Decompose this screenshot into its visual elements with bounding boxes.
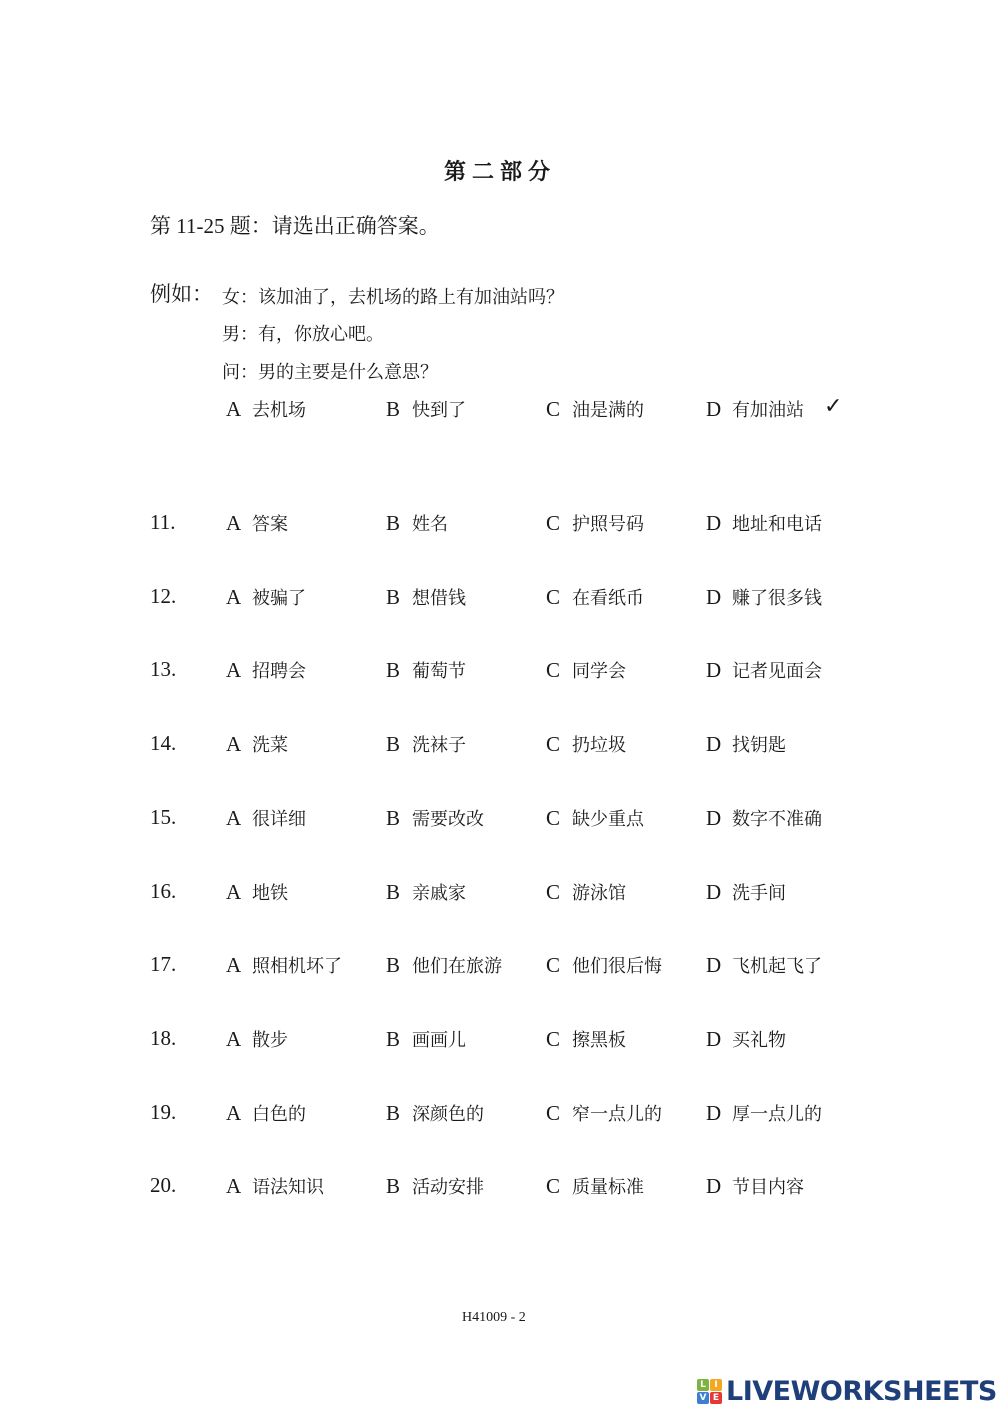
option-text: 需要改改 <box>412 808 484 829</box>
option-text: 厚一点儿的 <box>732 1103 822 1124</box>
answer-option-a[interactable] <box>226 1173 324 1199</box>
option-letter: D <box>706 1026 722 1051</box>
question-number: 11. <box>150 510 176 534</box>
option-text: 油是满的 <box>572 400 644 420</box>
option-text: 有加油站 <box>732 400 804 420</box>
answer-option-c[interactable] <box>546 510 644 536</box>
answer-option-d[interactable] <box>706 1100 822 1126</box>
option-text: 画画儿 <box>412 1029 466 1050</box>
logo-block-v: V <box>697 1392 709 1404</box>
option-letter: D <box>706 879 722 904</box>
option-text: 亲戚家 <box>412 882 466 903</box>
answer-option-c[interactable] <box>546 1026 626 1052</box>
logo-block-l: L <box>697 1379 709 1391</box>
option-letter: A <box>226 732 242 757</box>
option-letter: B <box>386 732 401 757</box>
option-text: 游泳馆 <box>572 882 626 903</box>
answer-option-a[interactable] <box>226 657 306 683</box>
option-letter: B <box>386 1174 401 1199</box>
question-number: 14. <box>150 731 177 756</box>
answer-option-b[interactable] <box>386 657 466 683</box>
question-row <box>150 657 870 687</box>
option-letter: D <box>706 953 722 978</box>
option-text: 找钥匙 <box>732 735 786 756</box>
answer-option-a[interactable] <box>226 584 306 610</box>
option-letter: A <box>226 805 242 830</box>
option-letter: B <box>386 1100 401 1125</box>
option-text: 缺少重点 <box>572 808 644 829</box>
question-number: 12. <box>150 583 177 608</box>
option-letter: C <box>546 1026 561 1051</box>
option-text: 白色的 <box>252 1103 306 1124</box>
option-letter: C <box>546 805 561 830</box>
option-letter: B <box>386 584 401 609</box>
question-number: 13. <box>150 657 177 682</box>
option-letter: C <box>546 584 561 609</box>
option-text: 洗袜子 <box>412 735 466 756</box>
instruction: 第 11-25 题：请选出正确答案。 <box>150 214 440 238</box>
option-text: 数字不准确 <box>732 808 822 829</box>
option-text: 窄一点儿的 <box>572 1103 662 1124</box>
answer-option-b[interactable] <box>386 805 484 831</box>
logo-text: LIVEWORKSHEETS <box>726 1375 997 1407</box>
answer-option-b[interactable] <box>386 1026 466 1052</box>
option-text: 他们很后悔 <box>572 956 662 977</box>
answer-option-d[interactable] <box>706 657 822 683</box>
question-row <box>150 584 870 614</box>
liveworksheets-logo <box>697 1376 997 1406</box>
option-letter: D <box>706 397 722 421</box>
option-letter: C <box>546 1174 561 1199</box>
option-text: 洗菜 <box>252 735 288 756</box>
answer-option-b[interactable] <box>386 584 466 610</box>
logo-blocks-icon <box>697 1379 722 1404</box>
option-text: 地址和电话 <box>732 514 822 534</box>
option-letter: A <box>226 511 242 535</box>
option-letter: A <box>226 1174 242 1199</box>
answer-option-c[interactable] <box>546 1173 644 1199</box>
option-letter: C <box>546 511 561 535</box>
option-letter: C <box>546 879 561 904</box>
example-option-a <box>226 396 306 422</box>
option-letter: C <box>546 397 561 421</box>
option-text: 地铁 <box>252 882 288 903</box>
answer-option-c[interactable] <box>546 657 626 683</box>
answer-option-b[interactable] <box>386 952 502 978</box>
option-text: 同学会 <box>572 661 626 682</box>
option-letter: A <box>226 1026 242 1051</box>
option-text: 节目内容 <box>732 1177 804 1198</box>
question-row <box>150 879 870 909</box>
answer-option-b[interactable] <box>386 879 466 905</box>
option-text: 去机场 <box>252 400 306 420</box>
example-option-c <box>546 396 644 422</box>
option-text: 洗手间 <box>732 882 786 903</box>
option-letter: A <box>226 584 242 609</box>
question-row <box>150 805 870 835</box>
answer-option-a[interactable] <box>226 510 288 536</box>
option-letter: B <box>386 805 401 830</box>
option-text: 他们在旅游 <box>412 956 502 977</box>
answer-option-d[interactable] <box>706 805 822 831</box>
option-text: 很详细 <box>252 808 306 829</box>
answer-option-d[interactable] <box>706 1026 786 1052</box>
option-text: 被骗了 <box>252 587 306 608</box>
question-row <box>150 510 870 540</box>
answer-option-c[interactable] <box>546 805 644 831</box>
question-number: 16. <box>150 878 177 903</box>
option-text: 活动安排 <box>412 1177 484 1198</box>
option-text: 散步 <box>252 1029 288 1050</box>
section-title: 第二部分 <box>443 160 556 185</box>
question-row <box>150 952 870 982</box>
option-text: 赚了很多钱 <box>732 587 822 608</box>
option-letter: D <box>706 732 722 757</box>
option-letter: D <box>706 1100 722 1125</box>
option-text: 照相机坏了 <box>252 956 342 977</box>
option-letter: C <box>546 1100 561 1125</box>
answer-option-d[interactable] <box>706 731 786 757</box>
example-label: 例如： <box>150 282 213 306</box>
option-text: 护照号码 <box>572 514 644 534</box>
option-letter: B <box>386 511 401 535</box>
answer-option-a[interactable] <box>226 879 288 905</box>
question-row <box>150 1026 870 1056</box>
option-letter: B <box>386 879 401 904</box>
option-text: 质量标准 <box>572 1177 644 1198</box>
option-text: 擦黑板 <box>572 1029 626 1050</box>
option-text: 姓名 <box>412 514 448 534</box>
answer-option-b[interactable] <box>386 1173 484 1199</box>
option-text: 招聘会 <box>252 661 306 682</box>
option-text: 买礼物 <box>732 1029 786 1050</box>
question-number: 15. <box>150 804 177 829</box>
option-text: 记者见面会 <box>732 661 822 682</box>
answer-option-d[interactable] <box>706 584 822 610</box>
question-number: 20. <box>150 1173 177 1198</box>
question-number: 19. <box>150 1099 177 1124</box>
option-letter: A <box>226 397 242 421</box>
option-letter: B <box>386 397 401 421</box>
option-text: 快到了 <box>412 400 466 420</box>
option-letter: C <box>546 658 561 683</box>
answer-option-a[interactable] <box>226 805 306 831</box>
question-number: 18. <box>150 1025 177 1050</box>
answer-option-c[interactable] <box>546 1100 662 1126</box>
answer-option-d[interactable] <box>706 1173 804 1199</box>
option-letter: D <box>706 805 722 830</box>
option-letter: D <box>706 511 722 535</box>
answer-option-d[interactable] <box>706 879 786 905</box>
answer-option-a[interactable] <box>226 1026 288 1052</box>
option-letter: A <box>226 879 242 904</box>
question-row <box>150 731 870 761</box>
option-letter: C <box>546 732 561 757</box>
example-options <box>150 393 870 426</box>
option-letter: B <box>386 658 401 683</box>
answer-option-d[interactable] <box>706 510 822 536</box>
logo-block-e: E <box>710 1392 722 1404</box>
option-text: 答案 <box>252 514 288 534</box>
question-row <box>150 1173 870 1203</box>
option-text: 语法知识 <box>252 1177 324 1198</box>
answer-option-b[interactable] <box>386 1100 484 1126</box>
answer-option-b[interactable] <box>386 510 448 536</box>
answer-option-b[interactable] <box>386 731 466 757</box>
example-line-woman: 女：该加油了，去机场的路上有加油站吗？ <box>222 287 564 307</box>
answer-option-c[interactable] <box>546 952 662 978</box>
example-line-man: 男：有，你放心吧。 <box>222 324 384 344</box>
answer-option-c[interactable] <box>546 879 626 905</box>
option-text: 葡萄节 <box>412 661 466 682</box>
option-text: 扔垃圾 <box>572 735 626 756</box>
answer-option-a[interactable] <box>226 952 342 978</box>
option-letter: D <box>706 658 722 683</box>
option-text: 深颜色的 <box>412 1103 484 1124</box>
option-letter: C <box>546 953 561 978</box>
option-letter: B <box>386 1026 401 1051</box>
example-option-b <box>386 396 466 422</box>
question-number: 17. <box>150 952 177 977</box>
answer-option-a[interactable] <box>226 1100 306 1126</box>
option-letter: A <box>226 658 242 683</box>
option-text: 想借钱 <box>412 587 466 608</box>
option-letter: D <box>706 584 722 609</box>
option-letter: B <box>386 953 401 978</box>
example-option-d <box>706 396 804 422</box>
answer-option-c[interactable] <box>546 731 626 757</box>
answer-option-a[interactable] <box>226 731 288 757</box>
option-letter: A <box>226 1100 242 1125</box>
answer-option-c[interactable] <box>546 584 644 610</box>
answer-option-d[interactable] <box>706 952 822 978</box>
option-letter: D <box>706 1174 722 1199</box>
option-text: 飞机起飞了 <box>732 956 822 977</box>
question-row <box>150 1100 870 1130</box>
logo-block-i: I <box>710 1379 722 1391</box>
checkmark-icon: ✓ <box>824 393 843 418</box>
option-letter: A <box>226 953 242 978</box>
page-footer: H41009 - 2 <box>462 1310 526 1325</box>
option-text: 在看纸币 <box>572 587 644 608</box>
example-line-question: 问：男的主要是什么意思？ <box>222 362 438 382</box>
